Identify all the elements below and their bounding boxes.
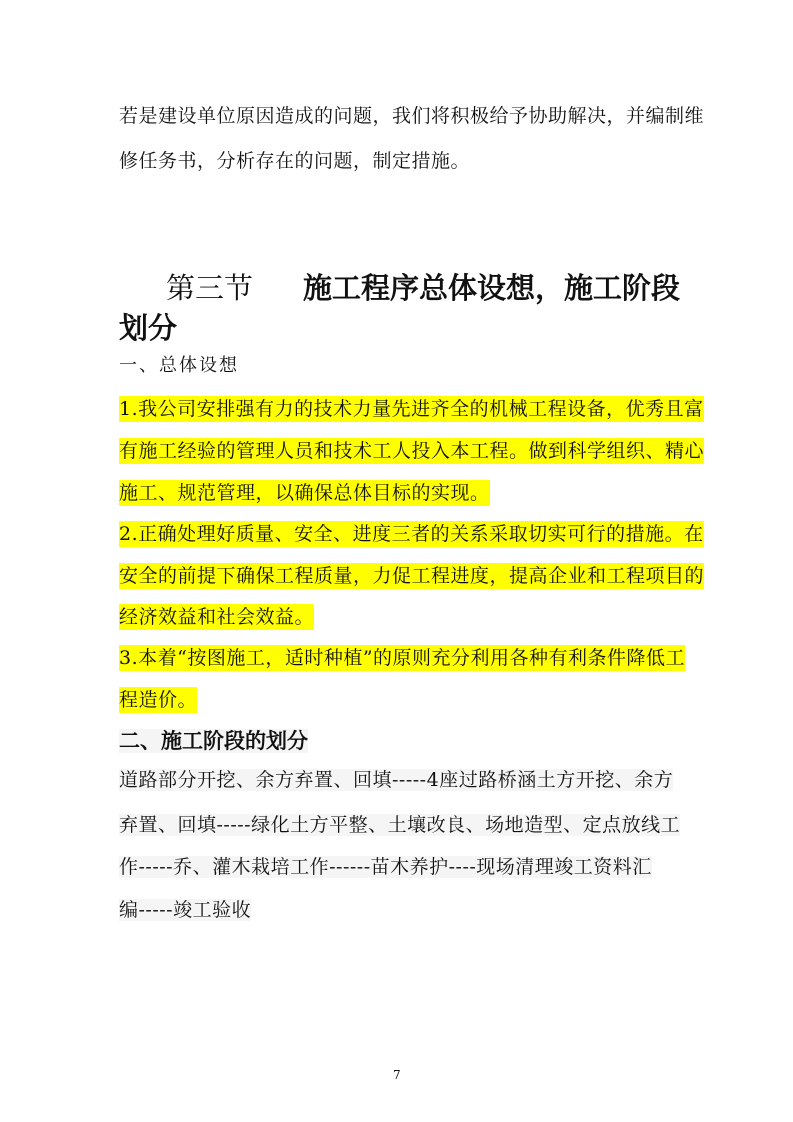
intro-line-2: 修任务书，分析存在的问题，制定措施。 xyxy=(119,150,471,172)
part1-heading: 一、总体设想 xyxy=(119,355,239,376)
part2-line-4: 编-----竣工验收 xyxy=(119,899,252,921)
item1-line-3: 施工、规范管理，以确保总体目标的实现。 xyxy=(119,482,490,504)
part2-line-2: 弃置、回填-----绿化土方平整、土壤改良、场地造型、定点放线工 xyxy=(119,814,681,836)
intro-line-1: 若是建设单位原因造成的问题，我们将积极给予协助解决，并编制维 xyxy=(119,105,705,127)
section-title-line-2: 划分 xyxy=(119,311,178,345)
part2-line-1: 道路部分开挖、余方弃置、回填-----4座过路桥涵土方开挖、余方 xyxy=(119,769,674,791)
item2-line-1: 2.正确处理好质量、安全、进度三者的关系采取切实可行的措施。在 xyxy=(119,523,704,545)
item3-line-2: 程造价。 xyxy=(119,689,198,711)
page-number: 7 xyxy=(393,1068,401,1082)
part2-line-3: 作-----乔、灌木栽培工作------苗木养护----现场清理竣工资料汇 xyxy=(119,856,652,878)
section-number: 第三节 xyxy=(166,271,254,305)
item2-line-2: 安全的前提下确保工程质量，力促工程进度，提高企业和工程项目的 xyxy=(119,565,705,587)
item1-line-2: 有施工经验的管理人员和技术工人投入本工程。做到科学组织、精心 xyxy=(119,440,705,462)
item2-line-3: 经济效益和社会效益。 xyxy=(119,606,315,628)
section-title-line-1: 施工程序总体设想，施工阶段 xyxy=(303,271,681,305)
item1-line-1: 1.我公司安排强有力的技术力量先进齐全的机械工程设备，优秀且富 xyxy=(119,398,704,420)
part2-heading: 二、施工阶段的划分 xyxy=(119,729,308,753)
section-title xyxy=(166,266,680,310)
section-title-cont xyxy=(119,306,177,350)
item3-line-1: 3.本着“按图施工，适时种植”的原则充分利用各种有利条件降低工 xyxy=(119,647,686,669)
